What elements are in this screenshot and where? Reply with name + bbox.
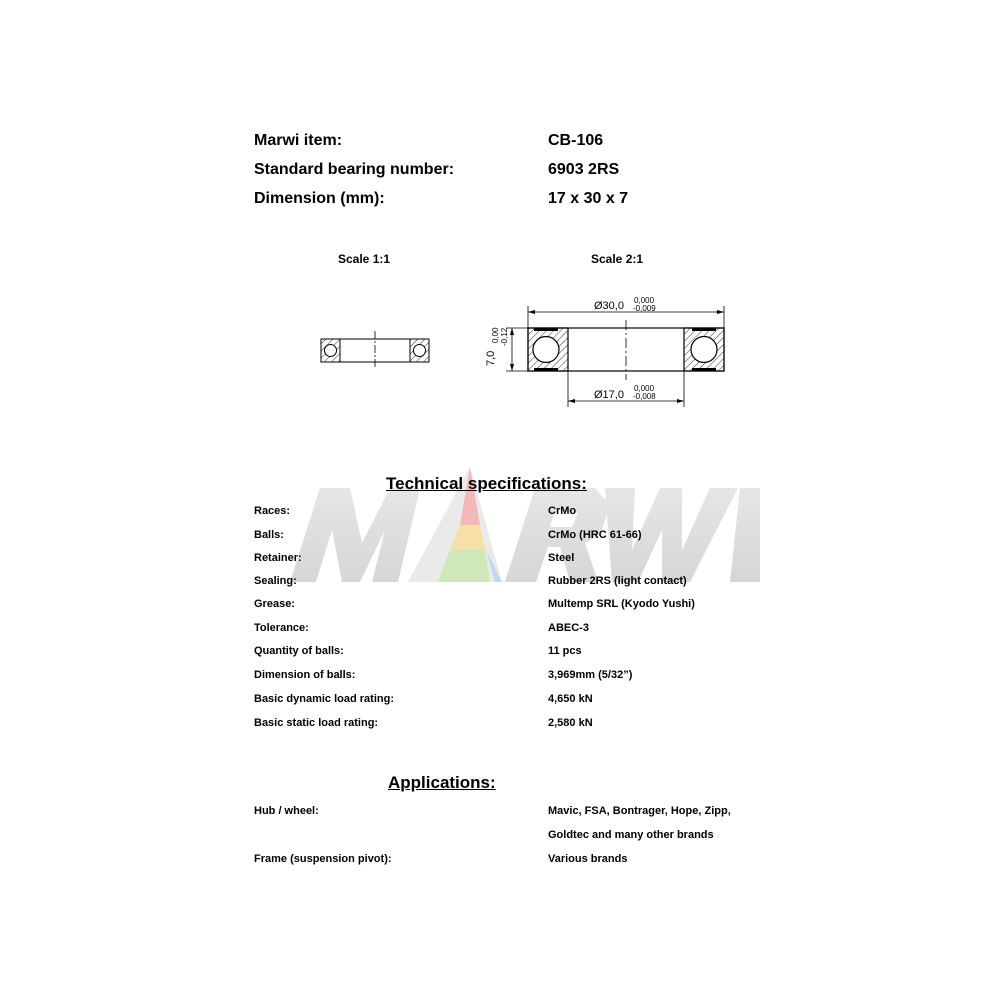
width-label: 7,0 — [485, 350, 497, 366]
spec-label: Retainer: — [254, 552, 302, 564]
application-value: Various brands — [548, 853, 628, 865]
marwi-item-value: CB-106 — [548, 132, 604, 149]
marwi-item-label: Marwi item: — [254, 132, 343, 149]
bearing-scale-1-1 — [321, 331, 429, 369]
applications-title: Applications: — [388, 773, 496, 792]
outer-tol-upper: 0,000 — [634, 296, 655, 305]
spec-value: Rubber 2RS (light contact) — [548, 575, 687, 587]
width-tol-lower: -0,12 — [500, 327, 509, 346]
spec-label: Dimension of balls: — [254, 669, 356, 681]
spec-label: Balls: — [254, 529, 284, 541]
spec-label: Sealing: — [254, 575, 297, 587]
spec-value: 11 pcs — [548, 645, 582, 657]
spec-label: Tolerance: — [254, 622, 309, 634]
inner-diameter-label: Ø17,0 — [594, 389, 624, 401]
width-tol-upper: 0,00 — [491, 327, 500, 343]
application-label: Frame (suspension pivot): — [254, 853, 392, 865]
inner-tol-upper: 0,000 — [634, 384, 655, 393]
technical-specs-title: Technical specifications: — [386, 474, 587, 493]
application-value: Mavic, FSA, Bontrager, Hope, Zipp, — [548, 805, 731, 817]
spec-label: Grease: — [254, 598, 295, 610]
inner-tol-lower: -0,008 — [633, 392, 656, 401]
spec-label: Quantity of balls: — [254, 645, 344, 657]
bearing-number-label: Standard bearing number: — [254, 161, 455, 178]
spec-value: 2,580 kN — [548, 717, 593, 729]
application-label: Hub / wheel: — [254, 805, 319, 817]
spec-value: CrMo — [548, 505, 577, 517]
spec-label: Basic dynamic load rating: — [254, 693, 394, 705]
spec-value: ABEC-3 — [548, 622, 589, 634]
application-value: Goldtec and many other brands — [548, 829, 714, 841]
dimension-label: Dimension (mm): — [254, 190, 385, 207]
scale-large-label: Scale 2:1 — [591, 252, 644, 266]
bearing-number-value: 6903 2RS — [548, 161, 620, 178]
spec-value: 3,969mm (5/32”) — [548, 669, 633, 681]
outer-diameter-label: Ø30,0 — [594, 300, 624, 312]
spec-value: 4,650 kN — [548, 693, 593, 705]
spec-value: CrMo (HRC 61-66) — [548, 529, 642, 541]
outer-tol-lower: -0,009 — [633, 304, 656, 313]
dimension-value: 17 x 30 x 7 — [548, 190, 629, 207]
spec-label: Basic static load rating: — [254, 717, 379, 729]
scale-small-label: Scale 1:1 — [338, 252, 391, 266]
spec-value: Multemp SRL (Kyodo Yushi) — [548, 598, 695, 610]
spec-value: Steel — [548, 552, 575, 564]
spec-label: Races: — [254, 505, 291, 517]
